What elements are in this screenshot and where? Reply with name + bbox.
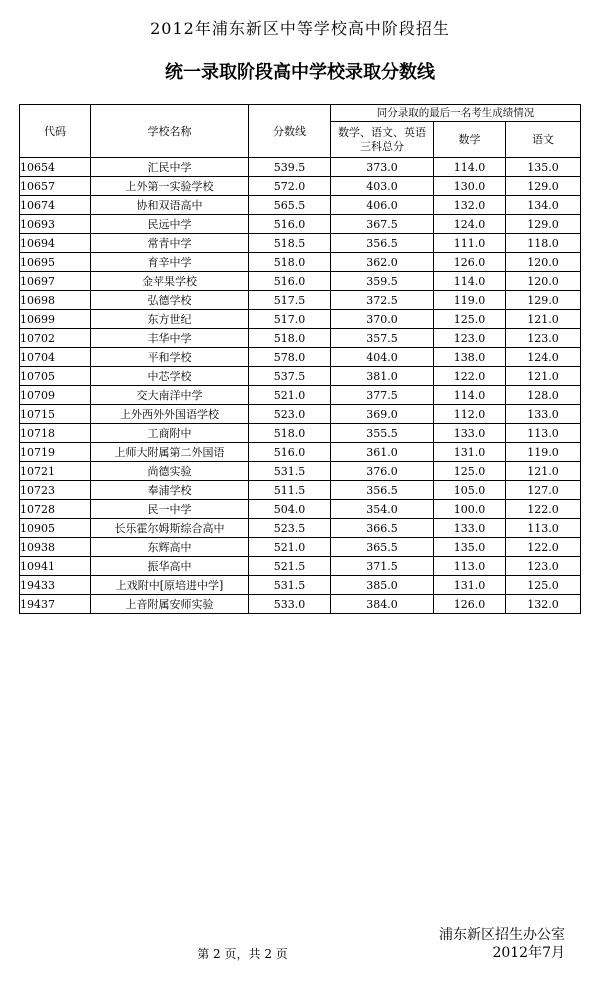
math-score-cell: 119.0 <box>434 291 506 310</box>
school-code-cell: 10938 <box>20 538 91 557</box>
three-subject-total-cell: 367.5 <box>331 215 434 234</box>
footer-signature <box>439 926 565 962</box>
cutoff-score-cell: 516.0 <box>249 215 331 234</box>
header-total-line2: 三科总分 <box>360 139 404 153</box>
header-chinese: 语文 <box>506 122 581 158</box>
school-code-cell: 10704 <box>20 348 91 367</box>
table-row <box>20 405 581 424</box>
school-name-cell: 育辛中学 <box>91 253 249 272</box>
three-subject-total-cell: 362.0 <box>331 253 434 272</box>
table-row <box>20 196 581 215</box>
math-score-cell: 124.0 <box>434 215 506 234</box>
three-subject-total-cell: 384.0 <box>331 595 434 614</box>
math-score-cell: 133.0 <box>434 519 506 538</box>
math-score-cell: 126.0 <box>434 595 506 614</box>
chinese-score-cell: 132.0 <box>506 595 581 614</box>
chinese-score-cell: 122.0 <box>506 538 581 557</box>
header-math: 数学 <box>434 122 506 158</box>
school-code-cell: 19433 <box>20 576 91 595</box>
three-subject-total-cell: 356.5 <box>331 481 434 500</box>
table-row <box>20 386 581 405</box>
math-score-cell: 131.0 <box>434 576 506 595</box>
school-code-cell: 10723 <box>20 481 91 500</box>
school-name-cell: 尚德实验 <box>91 462 249 481</box>
table-row <box>20 329 581 348</box>
school-code-cell: 10657 <box>20 177 91 196</box>
math-score-cell: 126.0 <box>434 253 506 272</box>
three-subject-total-cell: 365.5 <box>331 538 434 557</box>
table-row <box>20 443 581 462</box>
cutoff-score-cell: 521.0 <box>249 538 331 557</box>
school-name-cell: 上戏附中[原培进中学] <box>91 576 249 595</box>
three-subject-total-cell: 377.5 <box>331 386 434 405</box>
three-subject-total-cell: 366.5 <box>331 519 434 538</box>
chinese-score-cell: 125.0 <box>506 576 581 595</box>
cutoff-score-cell: 511.5 <box>249 481 331 500</box>
chinese-score-cell: 135.0 <box>506 158 581 177</box>
school-code-cell: 10705 <box>20 367 91 386</box>
school-name-cell: 上外第一实验学校 <box>91 177 249 196</box>
cutoff-score-cell: 518.0 <box>249 424 331 443</box>
three-subject-total-cell: 356.5 <box>331 234 434 253</box>
table-row <box>20 234 581 253</box>
table-body <box>20 158 581 614</box>
chinese-score-cell: 121.0 <box>506 367 581 386</box>
school-code-cell: 10694 <box>20 234 91 253</box>
three-subject-total-cell: 369.0 <box>331 405 434 424</box>
chinese-score-cell: 122.0 <box>506 500 581 519</box>
school-code-cell: 10697 <box>20 272 91 291</box>
chinese-score-cell: 121.0 <box>506 310 581 329</box>
cutoff-score-cell: 572.0 <box>249 177 331 196</box>
table-row <box>20 272 581 291</box>
math-score-cell: 105.0 <box>434 481 506 500</box>
school-code-cell: 10674 <box>20 196 91 215</box>
three-subject-total-cell: 370.0 <box>331 310 434 329</box>
chinese-score-cell: 120.0 <box>506 272 581 291</box>
school-name-cell: 协和双语高中 <box>91 196 249 215</box>
cutoff-score-cell: 517.0 <box>249 310 331 329</box>
school-name-cell: 上音附属安师实验 <box>91 595 249 614</box>
math-score-cell: 125.0 <box>434 310 506 329</box>
school-name-cell: 民远中学 <box>91 215 249 234</box>
math-score-cell: 133.0 <box>434 424 506 443</box>
three-subject-total-cell: 373.0 <box>331 158 434 177</box>
math-score-cell: 125.0 <box>434 462 506 481</box>
school-name-cell: 工商附中 <box>91 424 249 443</box>
school-name-cell: 东方世纪 <box>91 310 249 329</box>
math-score-cell: 132.0 <box>434 196 506 215</box>
chinese-score-cell: 129.0 <box>506 215 581 234</box>
cutoff-score-cell: 531.5 <box>249 576 331 595</box>
school-code-cell: 10905 <box>20 519 91 538</box>
school-code-cell: 10718 <box>20 424 91 443</box>
school-code-cell: 10715 <box>20 405 91 424</box>
chinese-score-cell: 123.0 <box>506 329 581 348</box>
school-code-cell: 10695 <box>20 253 91 272</box>
chinese-score-cell: 113.0 <box>506 424 581 443</box>
school-code-cell: 10654 <box>20 158 91 177</box>
cutoff-score-cell: 517.5 <box>249 291 331 310</box>
table-row <box>20 253 581 272</box>
school-name-cell: 上外西外外国语学校 <box>91 405 249 424</box>
three-subject-total-cell: 357.5 <box>331 329 434 348</box>
three-subject-total-cell: 359.5 <box>331 272 434 291</box>
chinese-score-cell: 129.0 <box>506 291 581 310</box>
school-code-cell: 10698 <box>20 291 91 310</box>
header-school-name: 学校名称 <box>91 105 249 158</box>
school-name-cell: 奉浦学校 <box>91 481 249 500</box>
table-row <box>20 177 581 196</box>
cutoff-score-cell: 516.0 <box>249 272 331 291</box>
cutoff-score-cell: 518.0 <box>249 253 331 272</box>
document-subtitle: 统一录取阶段高中学校录取分数线 <box>165 62 435 83</box>
cutoff-score-cell: 533.0 <box>249 595 331 614</box>
header-code: 代码 <box>20 105 91 158</box>
math-score-cell: 112.0 <box>434 405 506 424</box>
three-subject-total-cell: 385.0 <box>331 576 434 595</box>
chinese-score-cell: 123.0 <box>506 557 581 576</box>
page-number: 第 2 页，共 2 页 <box>197 947 288 961</box>
three-subject-total-cell: 354.0 <box>331 500 434 519</box>
chinese-score-cell: 120.0 <box>506 253 581 272</box>
school-code-cell: 10941 <box>20 557 91 576</box>
school-code-cell: 10728 <box>20 500 91 519</box>
math-score-cell: 114.0 <box>434 272 506 291</box>
issuing-office: 浦东新区招生办公室 <box>439 927 565 943</box>
school-name-cell: 东辉高中 <box>91 538 249 557</box>
table-row <box>20 519 581 538</box>
chinese-score-cell: 128.0 <box>506 386 581 405</box>
cutoff-score-cell: 518.0 <box>249 329 331 348</box>
cutoff-score-cell: 523.5 <box>249 519 331 538</box>
admission-score-table <box>19 104 581 614</box>
cutoff-score-cell: 539.5 <box>249 158 331 177</box>
cutoff-score-cell: 521.0 <box>249 386 331 405</box>
table-row <box>20 595 581 614</box>
table-row <box>20 291 581 310</box>
school-name-cell: 汇民中学 <box>91 158 249 177</box>
school-name-cell: 民一中学 <box>91 500 249 519</box>
table-row <box>20 424 581 443</box>
chinese-score-cell: 134.0 <box>506 196 581 215</box>
header-tie-break-group: 同分录取的最后一名考生成绩情况 <box>331 105 581 122</box>
three-subject-total-cell: 371.5 <box>331 557 434 576</box>
school-name-cell: 丰华中学 <box>91 329 249 348</box>
school-code-cell: 10721 <box>20 462 91 481</box>
math-score-cell: 111.0 <box>434 234 506 253</box>
school-code-cell: 10719 <box>20 443 91 462</box>
math-score-cell: 113.0 <box>434 557 506 576</box>
three-subject-total-cell: 376.0 <box>331 462 434 481</box>
math-score-cell: 135.0 <box>434 538 506 557</box>
school-name-cell: 平和学校 <box>91 348 249 367</box>
cutoff-score-cell: 504.0 <box>249 500 331 519</box>
header-total-line1: 数学、语文、英语 <box>338 125 426 139</box>
school-name-cell: 振华高中 <box>91 557 249 576</box>
school-code-cell: 10702 <box>20 329 91 348</box>
table-row <box>20 367 581 386</box>
three-subject-total-cell: 403.0 <box>331 177 434 196</box>
issue-date: 2012年7月 <box>492 945 565 961</box>
chinese-score-cell: 113.0 <box>506 519 581 538</box>
three-subject-total-cell: 372.5 <box>331 291 434 310</box>
cutoff-score-cell: 537.5 <box>249 367 331 386</box>
header-cutoff: 分数线 <box>249 105 331 158</box>
school-name-cell: 长乐霍尔姆斯综合高中 <box>91 519 249 538</box>
chinese-score-cell: 118.0 <box>506 234 581 253</box>
math-score-cell: 131.0 <box>434 443 506 462</box>
school-code-cell: 10693 <box>20 215 91 234</box>
school-name-cell: 弘德学校 <box>91 291 249 310</box>
table-row <box>20 557 581 576</box>
table-row <box>20 462 581 481</box>
school-code-cell: 10709 <box>20 386 91 405</box>
cutoff-score-cell: 518.5 <box>249 234 331 253</box>
table-row <box>20 576 581 595</box>
math-score-cell: 100.0 <box>434 500 506 519</box>
math-score-cell: 123.0 <box>434 329 506 348</box>
math-score-cell: 130.0 <box>434 177 506 196</box>
math-score-cell: 138.0 <box>434 348 506 367</box>
three-subject-total-cell: 381.0 <box>331 367 434 386</box>
document-title: 2012年浦东新区中等学校高中阶段招生 <box>150 19 450 38</box>
table-row <box>20 348 581 367</box>
cutoff-score-cell: 565.5 <box>249 196 331 215</box>
cutoff-score-cell: 521.5 <box>249 557 331 576</box>
cutoff-score-cell: 578.0 <box>249 348 331 367</box>
table-row <box>20 158 581 177</box>
chinese-score-cell: 124.0 <box>506 348 581 367</box>
table-row <box>20 500 581 519</box>
table-row <box>20 538 581 557</box>
chinese-score-cell: 127.0 <box>506 481 581 500</box>
math-score-cell: 122.0 <box>434 367 506 386</box>
three-subject-total-cell: 355.5 <box>331 424 434 443</box>
cutoff-score-cell: 531.5 <box>249 462 331 481</box>
three-subject-total-cell: 361.0 <box>331 443 434 462</box>
three-subject-total-cell: 404.0 <box>331 348 434 367</box>
chinese-score-cell: 129.0 <box>506 177 581 196</box>
school-name-cell: 常青中学 <box>91 234 249 253</box>
school-name-cell: 金苹果学校 <box>91 272 249 291</box>
table-row <box>20 310 581 329</box>
school-name-cell: 交大南洋中学 <box>91 386 249 405</box>
school-name-cell: 上师大附属第二外国语 <box>91 443 249 462</box>
header-three-subject-total <box>331 122 434 158</box>
cutoff-score-cell: 516.0 <box>249 443 331 462</box>
table-row <box>20 215 581 234</box>
school-code-cell: 19437 <box>20 595 91 614</box>
chinese-score-cell: 121.0 <box>506 462 581 481</box>
school-code-cell: 10699 <box>20 310 91 329</box>
table-row <box>20 481 581 500</box>
three-subject-total-cell: 406.0 <box>331 196 434 215</box>
cutoff-score-cell: 523.0 <box>249 405 331 424</box>
school-name-cell: 中芯学校 <box>91 367 249 386</box>
math-score-cell: 114.0 <box>434 386 506 405</box>
chinese-score-cell: 119.0 <box>506 443 581 462</box>
math-score-cell: 114.0 <box>434 158 506 177</box>
chinese-score-cell: 133.0 <box>506 405 581 424</box>
